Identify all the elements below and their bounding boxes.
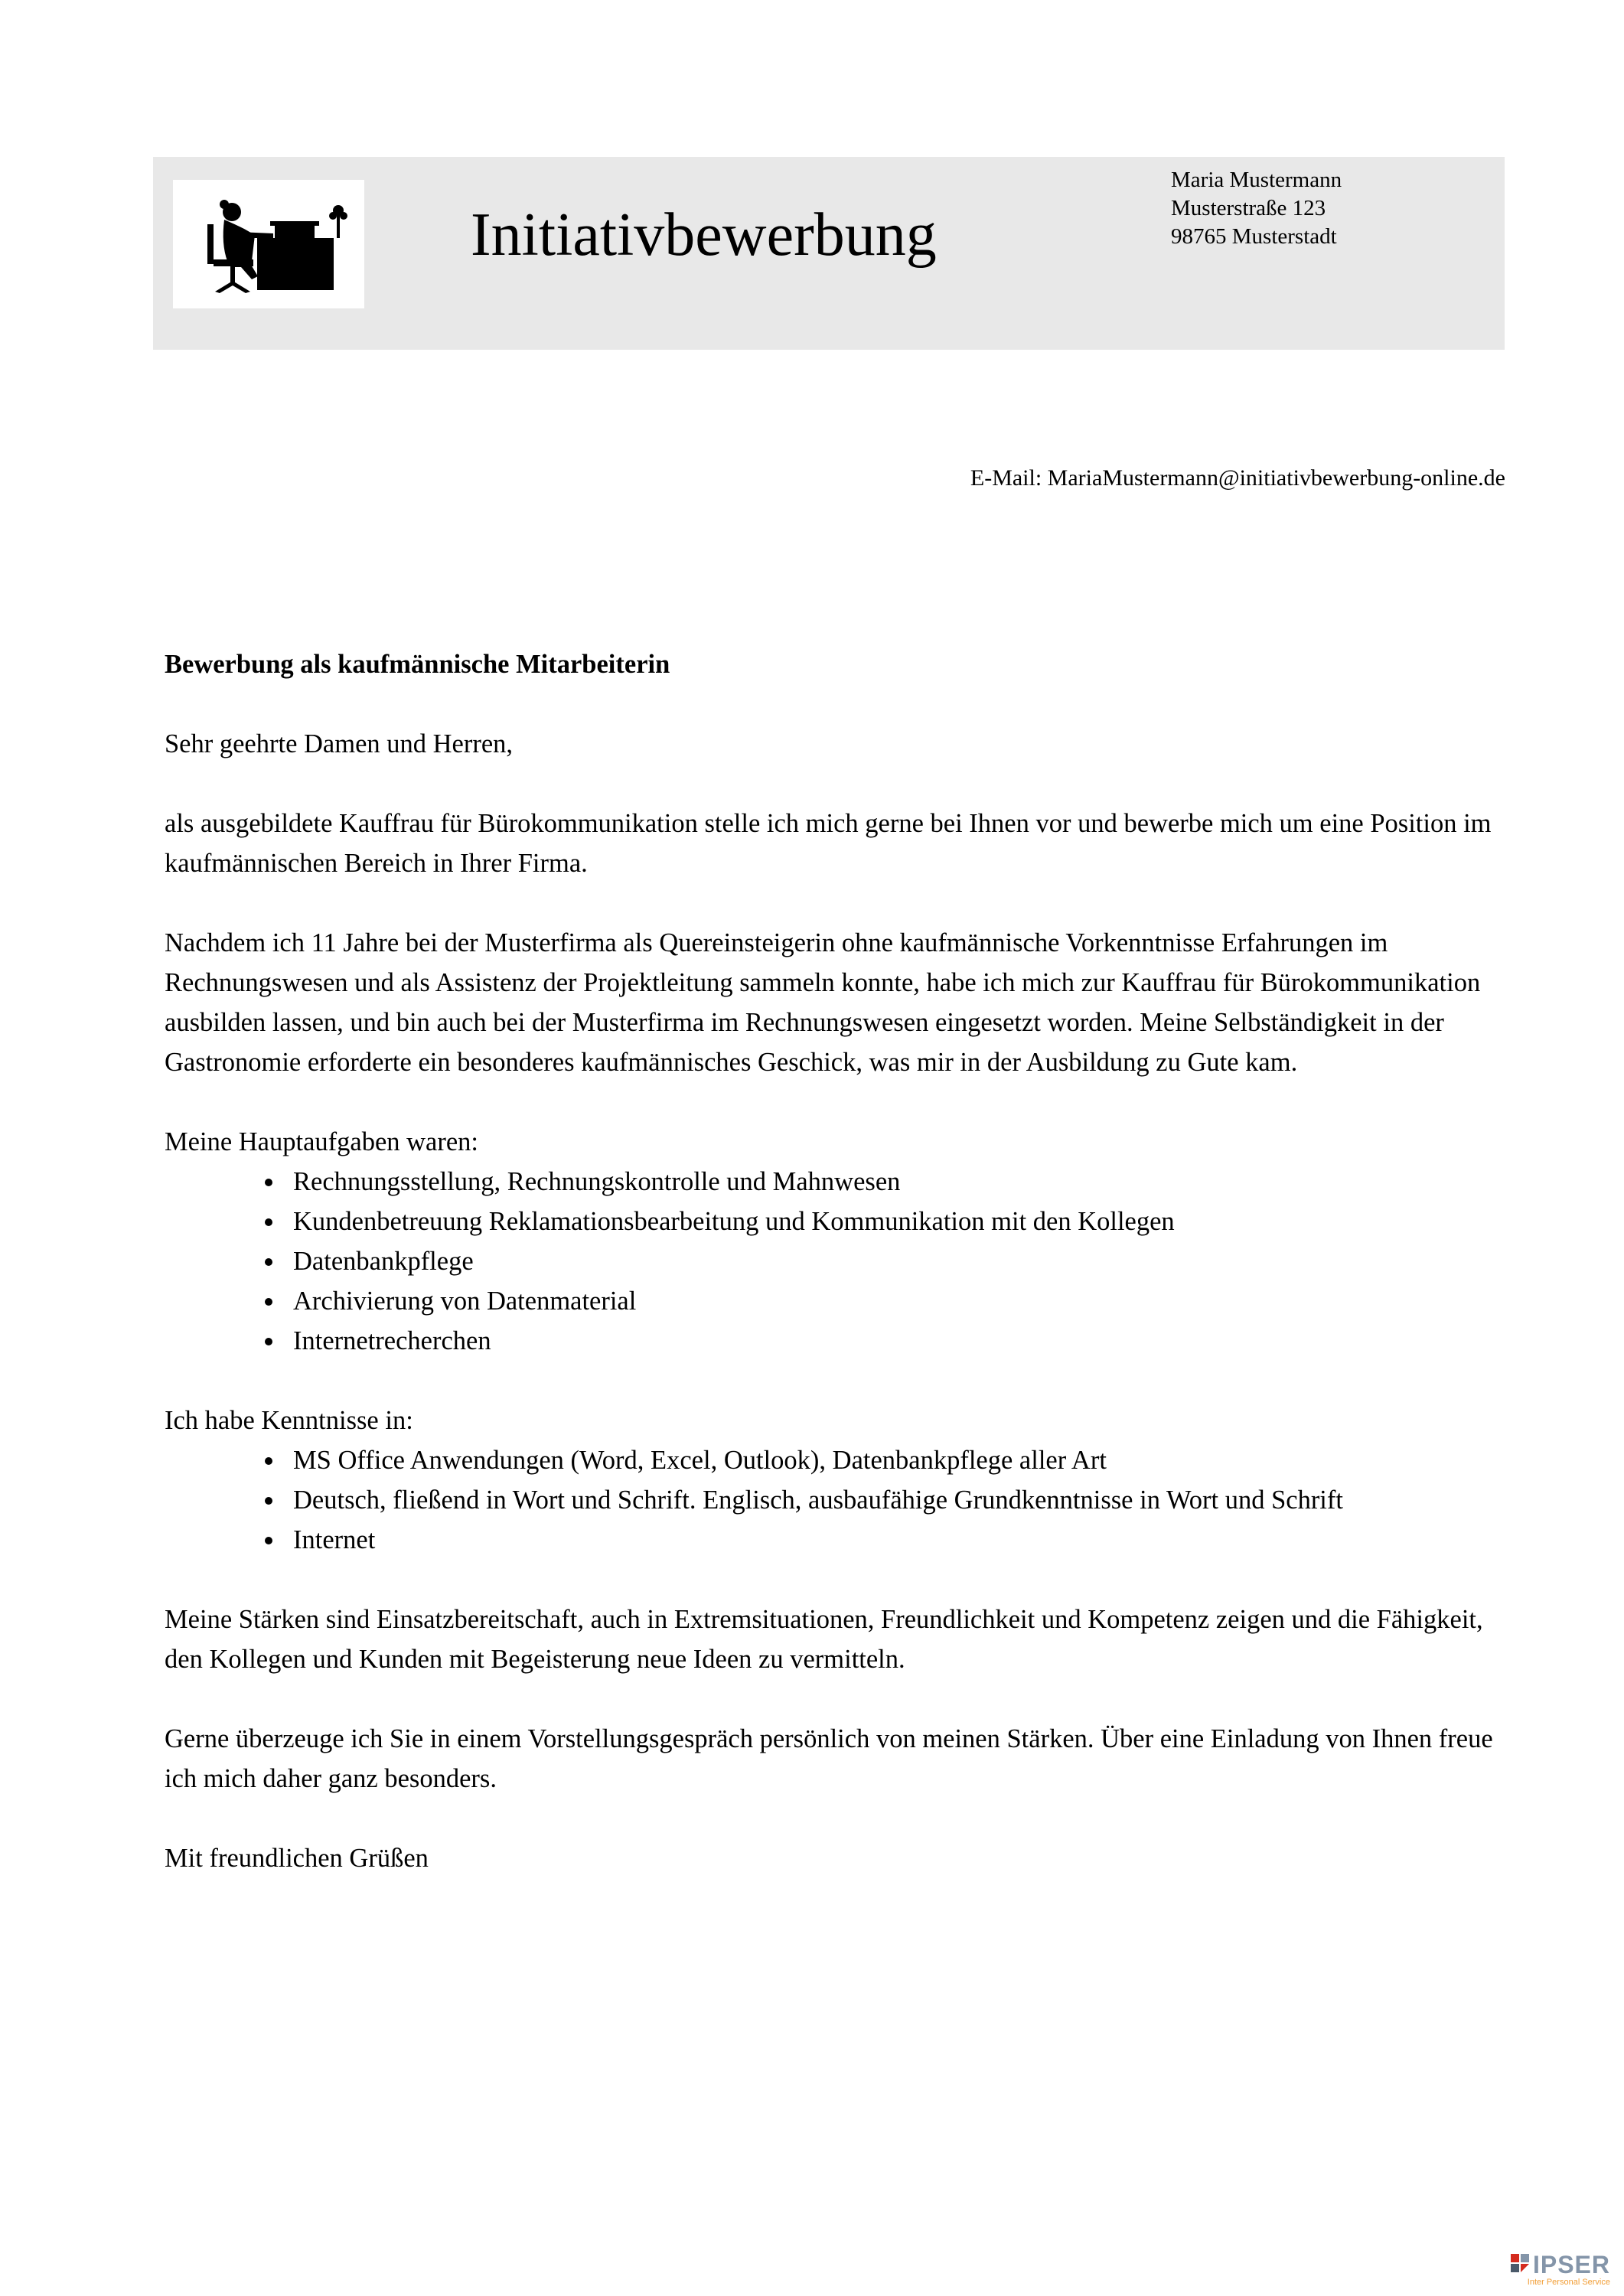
header-band xyxy=(153,157,1505,350)
page-title: Initiativbewerbung xyxy=(471,201,937,269)
list-item: • Datenbankpflege xyxy=(285,1241,1511,1281)
letter-body xyxy=(165,644,1511,1878)
paragraph-strengths: Meine Stärken sind Einsatzbereitschaft, auch in Extremsituationen, Freundlichkeit und Kompetenz zeigen und die Fähigkeit, den Kollegen und Kunden mit Begeisterung neue Ideen zu vermitteln. xyxy=(165,1605,1483,1674)
email-line: E-Mail: MariaMustermann@initiativbewerbung-online.de xyxy=(970,465,1505,491)
closing-line: Mit freundlichen Grüßen xyxy=(165,1844,429,1873)
company-logo xyxy=(173,180,364,308)
tasks-list xyxy=(165,1162,1511,1361)
paragraph-experience: Nachdem ich 11 Jahre bei der Musterfirma als Quereinsteigerin ohne kaufmännische Vorkenntnisse Erfahrungen im Rechnungswesen und als Assistenz der Projektleitung sammeln konnte, habe ich mich zur Kauffrau für Bürokommunikation ausbilden lassen, und bin auch bei der Musterfirma im Rechnungswesen eingesetzt worden. Meine Selbständigkeit in der Gastronomie erforderte ein besonderes kaufmännisches Geschick, was mir in der Ausbildung zu Gute kam. xyxy=(165,928,1481,1077)
secretary-at-typewriter-icon xyxy=(184,191,353,298)
paragraph-intro: als ausgebildete Kauffrau für Bürokommunikation stelle ich mich gerne bei Ihnen vor und bewerbe mich um eine Position im kaufmännischen Bereich in Ihrer Firma. xyxy=(165,809,1492,878)
list-item: • Archivierung von Datenmaterial xyxy=(285,1281,1511,1321)
sender-street: Musterstraße 123 xyxy=(1171,196,1326,220)
list-item: • Deutsch, fließend in Wort und Schrift. Englisch, ausbaufähige Grundkenntnisse in Wort und Schrift xyxy=(285,1480,1511,1520)
list-item: • Internetrecherchen xyxy=(285,1321,1511,1361)
footer-watermark xyxy=(1510,2252,1610,2287)
sender-name: Maria Mustermann xyxy=(1171,168,1342,192)
skills-list xyxy=(165,1440,1511,1560)
list-item: • Rechnungsstellung, Rechnungskontrolle und Mahnwesen xyxy=(285,1162,1511,1202)
brand-tagline: Inter Personal Service xyxy=(1527,2278,1610,2287)
tasks-intro: Meine Hauptaufgaben waren: xyxy=(165,1127,478,1156)
list-item: • Kundenbetreuung Reklamationsbearbeitung und Kommunikation mit den Kollegen xyxy=(285,1202,1511,1241)
list-item: • MS Office Anwendungen (Word, Excel, Outlook), Datenbankpflege aller Art xyxy=(285,1440,1511,1480)
brand-name: IPSER xyxy=(1532,2251,1610,2278)
list-item: • Internet xyxy=(285,1520,1511,1560)
sender-address xyxy=(1171,166,1342,251)
skills-intro: Ich habe Kenntnisse in: xyxy=(165,1406,413,1435)
salutation: Sehr geehrte Damen und Herren, xyxy=(165,729,514,758)
brand-icon xyxy=(1510,2253,1530,2277)
sender-city: 98765 Musterstadt xyxy=(1171,224,1337,249)
subject-line: Bewerbung als kaufmännische Mitarbeiterin xyxy=(165,650,670,679)
paragraph-invitation: Gerne überzeuge ich Sie in einem Vorstellungsgespräch persönlich von meinen Stärken. Über eine Einladung von Ihnen freue ich mich daher ganz besonders. xyxy=(165,1724,1493,1793)
